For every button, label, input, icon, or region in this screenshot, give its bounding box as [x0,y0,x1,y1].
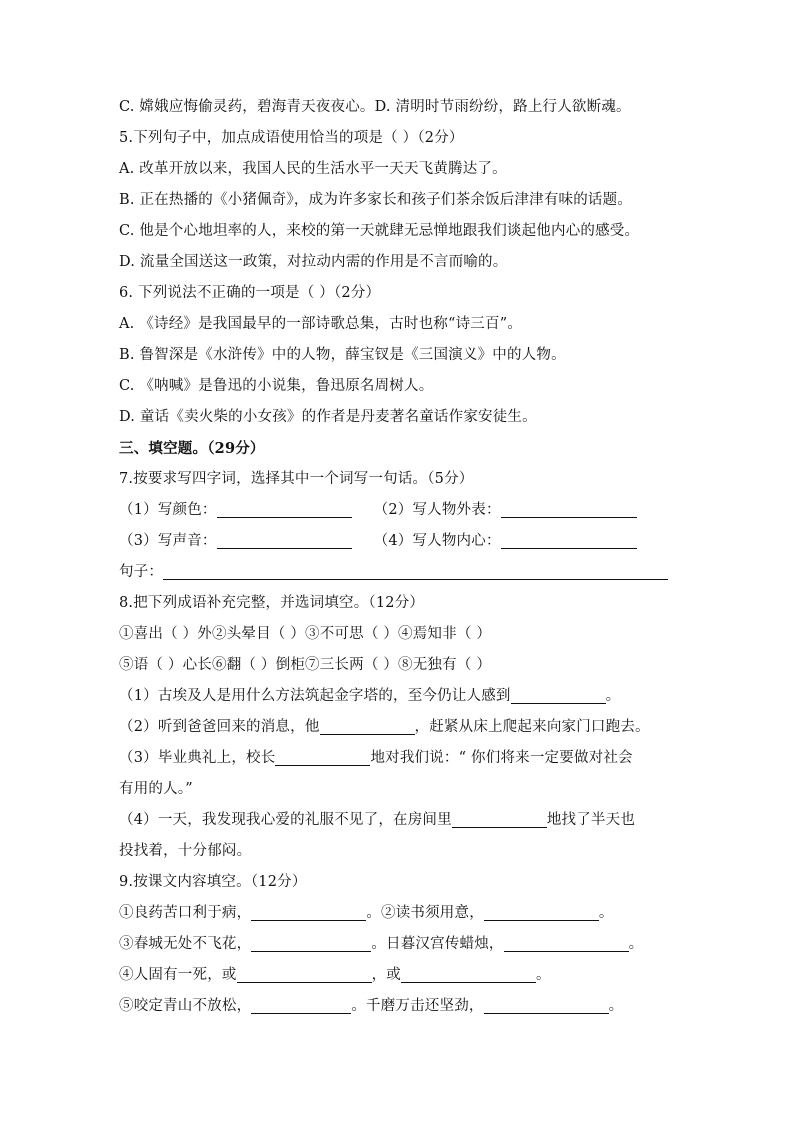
q8-fill-1-text: （1）古埃及人是用什么方法筑起金字塔的，至今仍让人感到 [119,688,511,704]
q9-row-3 [119,960,675,991]
q6-option-b: B. 鲁智深是《水浒传》中的人物，薛宝钗是《三国演义》中的人物。 [119,347,566,363]
q9-row-4-blank-b[interactable] [484,995,609,1014]
q8-fill-4-cont: 投找着，十分郁闷。 [119,843,252,859]
q9-row-1-end: 。 [598,905,614,921]
q9-row-1-text-b: 。②读书须用意， [366,905,484,921]
section-3-heading: 三、填空题。（29分） [119,440,265,457]
q8-fill-2-end: ，赶紧从床上爬起来向家门口跑去。 [414,719,650,735]
question-7: 7.按要求写四字词，选择其中一个词写一句话。（5分） [119,471,474,487]
q9-row-4-blank-a[interactable] [251,995,351,1014]
q7-item-4-blank[interactable] [501,530,637,549]
q6-option-c: C. 《呐喊》是鲁迅的小说集，鲁迅原名周树人。 [119,378,434,394]
q7-item-2-label: （2）写人物外表： [373,502,501,518]
q8-fill-1-end: 。 [605,688,621,704]
q8-fill-1 [119,681,675,712]
q8-fill-4-blank[interactable] [452,809,547,828]
q8-fill-1-blank[interactable] [511,685,606,704]
q4-option-cd: C. 嫦娥应悔偷灵药，碧海青天夜夜心。D. 清明时节雨纷纷，路上行人欲断魂。 [119,99,631,115]
q9-row-1-blank-a[interactable] [251,902,366,921]
q9-row-1-blank-b[interactable] [484,902,599,921]
q9-row-2-text-b: 。日暮汉宫传蜡烛， [371,936,504,952]
q7-row-1 [119,495,675,526]
q5-option-d: D. 流量全国送这一政策，对拉动内需的作用是不言而喻的。 [119,254,508,270]
q8-fill-2 [119,712,675,743]
q8-fill-4 [119,805,675,836]
q7-item-2-blank[interactable] [501,499,637,518]
q9-row-3-blank-b[interactable] [401,964,536,983]
q7-sentence-label: 句子： [119,564,164,580]
q8-fill-3-text: （3）毕业典礼上，校长 [119,750,276,766]
q7-item-3-blank[interactable] [217,530,352,549]
question-5: 5.下列句子中，加点成语使用恰当的项是（ ）（2分） [119,130,464,146]
q7-item-3-label: （3）写声音： [119,533,217,549]
q7-sentence-row [119,557,675,588]
q8-idioms-row-2: ⑤语（ ）心长⑥翻（ ）倒柜⑦三长两（ ）⑧无独有（ ） [119,657,492,673]
q9-row-2-text-a: ③春城无处不飞花， [119,936,252,952]
q9-row-2 [119,929,675,960]
q8-fill-2-text: （2）听到爸爸回来的消息，他 [119,719,320,735]
q9-row-3-blank-a[interactable] [237,964,372,983]
q9-row-3-text-b: ，或 [371,967,402,983]
q7-item-1-blank[interactable] [217,499,352,518]
q9-row-3-end: 。 [536,967,551,983]
q5-option-c: C. 他是个心地坦率的人，来校的第一天就肆无忌惮地跟我们谈起他内心的感受。 [119,223,640,239]
q8-fill-4-text: （4）一天，我发现我心爱的礼服不见了，在房间里 [119,812,452,828]
q8-fill-3-blank[interactable] [275,747,370,766]
q9-row-4-end: 。 [608,998,624,1014]
q7-item-4-label: （4）写人物内心： [373,533,501,549]
q9-row-3-text-a: ④人固有一死，或 [119,967,237,983]
q8-idioms-row-1: ①喜出（ ）外②头晕目（ ）③不可思（ ）④焉知非（ ） [119,626,492,642]
q7-sentence-blank[interactable] [163,561,668,580]
q7-row-2 [119,526,675,557]
q9-row-1-text-a: ①良药苦口利于病， [119,905,252,921]
exam-page [119,92,675,1022]
q8-fill-3-cont: 有用的人。” [119,781,193,797]
question-8: 8.把下列成语补充完整，并选词填空。（12分） [119,595,425,611]
q5-option-b: B. 正在热播的《小猪佩奇》，成为许多家长和孩子们茶余饭后津津有味的话题。 [119,192,633,208]
q7-item-1-label: （1）写颜色： [119,502,217,518]
q9-row-4-text-a: ⑤咬定青山不放松， [119,998,252,1014]
q8-fill-3-end: 地对我们说：“ 你们将来一定要做对社会 [370,750,633,766]
q9-row-2-blank-a[interactable] [251,933,371,952]
q6-option-d: D. 童话《卖火柴的小女孩》的作者是丹麦著名童话作家安徒生。 [119,409,537,425]
q9-row-4-text-b: 。千磨万击还坚劲， [351,998,484,1014]
question-9: 9.按课文内容填空。（12分） [119,874,307,890]
q5-option-a: A. 改革开放以来，我国人民的生活水平一天天飞黄腾达了。 [119,161,507,177]
q8-fill-4-end: 地找了半天也 [546,812,636,828]
q9-row-2-blank-b[interactable] [504,933,629,952]
q8-fill-2-blank[interactable] [320,716,415,735]
q6-option-a: A. 《诗经》是我国最早的一部诗歌总集，古时也称“诗三百”。 [119,316,523,332]
q8-fill-3 [119,743,675,774]
q9-row-2-end: 。 [628,936,644,952]
question-6: 6. 下列说法不正确的一项是（ ）（2分） [119,285,381,301]
q9-row-4 [119,991,675,1022]
q9-row-1 [119,898,675,929]
